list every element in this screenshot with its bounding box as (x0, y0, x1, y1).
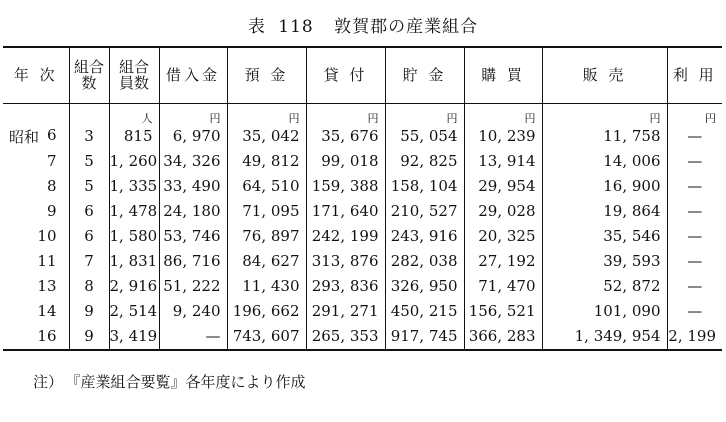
table-cell: 5 (69, 174, 109, 199)
table-cell (3, 124, 69, 149)
column-header (109, 47, 159, 103)
table-cell: — (687, 227, 703, 245)
table-row (3, 224, 722, 249)
column-header-text: 組合 (118, 58, 149, 77)
table-cell: 35, 546 (542, 224, 667, 249)
year-value: 8 (46, 177, 57, 195)
column-header-text: 年 次 (13, 66, 58, 85)
column-header-text: 購 買 (481, 66, 525, 85)
table-cell: 24, 180 (159, 199, 227, 224)
table-cell: 1, 580 (109, 224, 159, 249)
table-cell (3, 174, 69, 199)
table-cell: 243, 916 (385, 224, 464, 249)
table-row (3, 249, 722, 274)
table-cell: 291, 271 (306, 299, 385, 324)
table-cell: 293, 836 (306, 274, 385, 299)
source-note (33, 371, 306, 392)
table-cell: 19, 864 (542, 199, 667, 224)
table-cell: 6, 970 (159, 124, 227, 149)
table-cell: 6 (69, 224, 109, 249)
era-label: 昭和 (9, 127, 40, 146)
table-cell: 1, 478 (109, 199, 159, 224)
unit-cell: 円 (464, 103, 542, 124)
table-row (3, 124, 722, 149)
table-cell: 210, 527 (385, 199, 464, 224)
statistics-table (3, 46, 722, 351)
column-header (3, 47, 69, 103)
header-row (3, 47, 722, 103)
table-cell: 3, 419 (109, 324, 159, 350)
year-value: 7 (46, 152, 57, 170)
table-cell: 10, 239 (464, 124, 542, 149)
table-cell: 53, 746 (159, 224, 227, 249)
unit-row (3, 103, 722, 124)
table-cell: 917, 745 (385, 324, 464, 350)
table-cell: 64, 510 (227, 174, 306, 199)
unit-cell (3, 103, 69, 124)
table-cell: 11, 430 (227, 274, 306, 299)
column-header (306, 47, 385, 103)
table-cell: — (687, 252, 703, 270)
unit-cell: 円 (227, 103, 306, 124)
table-cell: 1, 335 (109, 174, 159, 199)
table-cell: 84, 627 (227, 249, 306, 274)
table-cell: — (159, 324, 227, 350)
table-cell: 156, 521 (464, 299, 542, 324)
unit-cell: 円 (306, 103, 385, 124)
table-cell: 450, 215 (385, 299, 464, 324)
year-value: 13 (37, 277, 57, 295)
table-cell: 282, 038 (385, 249, 464, 274)
table-row (3, 324, 722, 350)
unit-cell: 円 (385, 103, 464, 124)
unit-cell: 人 (109, 103, 159, 124)
table-cell: 71, 095 (227, 199, 306, 224)
table-cell (3, 324, 69, 350)
year-value: 14 (37, 302, 57, 320)
table-cell (3, 149, 69, 174)
table-cell: 99, 018 (306, 149, 385, 174)
table-cell: 313, 876 (306, 249, 385, 274)
table-cell: 86, 716 (159, 249, 227, 274)
table-cell: 242, 199 (306, 224, 385, 249)
table-cell: — (687, 302, 703, 320)
column-header-text: 貯 金 (402, 66, 447, 85)
table-cell: — (687, 152, 703, 170)
table-cell (3, 249, 69, 274)
table-cell: 16, 900 (542, 174, 667, 199)
table-cell: 76, 897 (227, 224, 306, 249)
table-row (3, 149, 722, 174)
table-cell: 366, 283 (464, 324, 542, 350)
unit-cell: 円 (159, 103, 227, 124)
table-cell (3, 224, 69, 249)
column-header-text: 借入金 (165, 66, 220, 85)
column-header (667, 47, 722, 103)
table-cell: 6 (69, 199, 109, 224)
title-prefix: 表 (247, 17, 266, 37)
table-cell: 2, 916 (109, 274, 159, 299)
table-cell: 2, 199 (667, 324, 722, 350)
column-header-text: 販 売 (582, 66, 627, 85)
table-cell: 8 (69, 274, 109, 299)
table-cell: — (687, 202, 703, 220)
table-cell (3, 299, 69, 324)
table-cell: 29, 954 (464, 174, 542, 199)
column-header (385, 47, 464, 103)
note-text: 『産業組合要覧』各年度により作成 (73, 373, 306, 391)
column-header (159, 47, 227, 103)
table-cell: 35, 676 (306, 124, 385, 149)
table-cell: 51, 222 (159, 274, 227, 299)
table-cell: — (687, 277, 703, 295)
column-header (542, 47, 667, 103)
table-row (3, 299, 722, 324)
table-cell: 1, 260 (109, 149, 159, 174)
table-cell: 20, 325 (464, 224, 542, 249)
year-value: 9 (46, 202, 57, 220)
column-header-text: 組合 (73, 58, 104, 77)
table-cell: 71, 470 (464, 274, 542, 299)
column-header-text: 数 (81, 74, 97, 93)
table-cell: 11, 758 (542, 124, 667, 149)
table-cell: 1, 349, 954 (542, 324, 667, 350)
table-cell: 14, 006 (542, 149, 667, 174)
table-cell: 55, 054 (385, 124, 464, 149)
title-number: 118 (278, 17, 314, 37)
year-value: 16 (37, 327, 57, 345)
unit-cell (69, 103, 109, 124)
table-cell: 326, 950 (385, 274, 464, 299)
year-value: 10 (37, 227, 57, 245)
table-cell: 815 (109, 124, 159, 149)
table-cell: 196, 662 (227, 299, 306, 324)
table-cell: 34, 326 (159, 149, 227, 174)
unit-cell: 円 (542, 103, 667, 124)
table-cell: 743, 607 (227, 324, 306, 350)
table-cell: 52, 872 (542, 274, 667, 299)
column-header-text: 員数 (118, 74, 149, 93)
table-cell: 171, 640 (306, 199, 385, 224)
table-cell (3, 274, 69, 299)
table-cell: 13, 914 (464, 149, 542, 174)
table-cell: — (687, 177, 703, 195)
table-cell: 3 (69, 124, 109, 149)
table-cell: 39, 593 (542, 249, 667, 274)
table-cell: 265, 353 (306, 324, 385, 350)
table-cell: 158, 104 (385, 174, 464, 199)
table-cell: 2, 514 (109, 299, 159, 324)
table-cell: 92, 825 (385, 149, 464, 174)
table-cell: 9 (69, 299, 109, 324)
year-value: 6 (46, 125, 57, 144)
table-body (3, 103, 722, 350)
note-label: 注） (33, 373, 64, 391)
unit-cell: 円 (705, 111, 716, 125)
title-text: 敦賀郡の産業組合 (334, 17, 479, 37)
table-row (3, 274, 722, 299)
table-cell: 7 (69, 249, 109, 274)
column-header (69, 47, 109, 103)
table-cell: 33, 490 (159, 174, 227, 199)
table-cell: 5 (69, 149, 109, 174)
table-cell: 49, 812 (227, 149, 306, 174)
table-cell: 9 (69, 324, 109, 350)
table-cell: 9, 240 (159, 299, 227, 324)
table-cell: 27, 192 (464, 249, 542, 274)
table-cell (3, 199, 69, 224)
column-header-text: 利 用 (672, 66, 717, 85)
table-cell: 29, 028 (464, 199, 542, 224)
table-cell: — (687, 127, 703, 145)
table-title (0, 12, 726, 37)
year-value: 11 (37, 252, 57, 270)
table-cell: 101, 090 (542, 299, 667, 324)
table-cell: 1, 831 (109, 249, 159, 274)
column-header-text: 貸 付 (323, 66, 368, 85)
column-header (227, 47, 306, 103)
column-header-text: 預 金 (244, 66, 289, 85)
table-row (3, 199, 722, 224)
table-row (3, 174, 722, 199)
table-cell: 35, 042 (227, 124, 306, 149)
table-cell: 159, 388 (306, 174, 385, 199)
column-header (464, 47, 542, 103)
